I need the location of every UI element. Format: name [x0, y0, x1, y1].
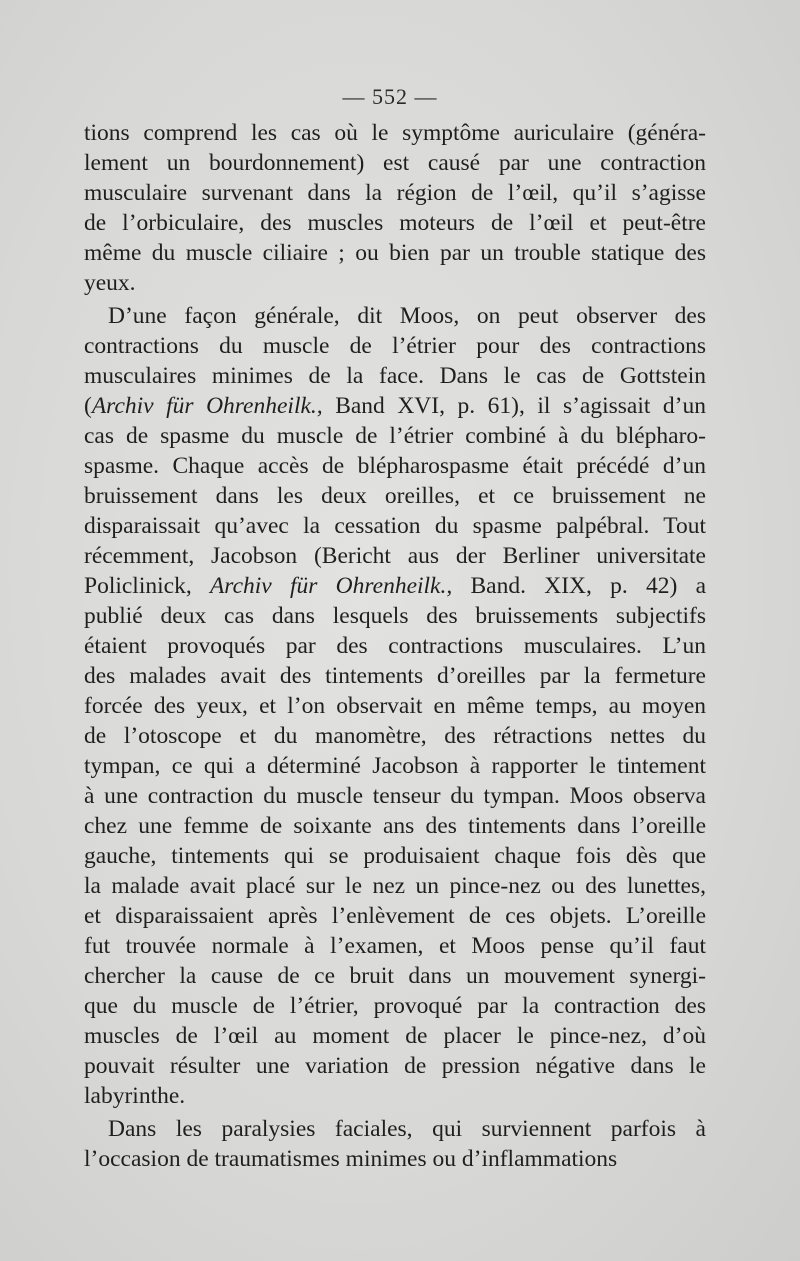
text-line: yeux. — [84, 270, 136, 296]
body-text — [84, 118, 706, 1174]
text-line: labyrinthe. — [84, 1083, 186, 1109]
text-line: D’une façon générale, dit Moos, on peut observer des — [108, 303, 706, 329]
text-segment: Policlinick, — [84, 573, 210, 599]
text-line: chercher la cause de ce bruit dans un mouvement synergi- — [84, 963, 706, 989]
text-line: contractions du muscle de l’étrier pour des contractions — [84, 333, 706, 359]
text-line: de l’otoscope et du manomètre, des rétractions nettes du — [84, 723, 706, 749]
text-line: tympan, ce qui a déterminé Jacobson à rapporter le tintement — [84, 753, 706, 779]
text-line: tions comprend les cas où le symptôme auriculaire (généra- — [84, 120, 706, 146]
text-segment: Band. XIX, p. 42) a — [452, 573, 706, 599]
text-line: muscles de l’œil au moment de placer le pince-nez, d’où — [84, 1023, 706, 1049]
text-line: publié deux cas dans lesquels des bruissements subjectifs — [84, 603, 706, 629]
text-line: même du muscle ciliaire ; ou bien par un trouble statique des — [84, 240, 706, 266]
text-line — [84, 571, 706, 601]
text-line: musculaire survenant dans la région de l’œil, qu’il s’agisse — [84, 180, 706, 206]
text-line: de l’orbiculaire, des muscles moteurs de l’œil et peut-être — [84, 210, 706, 236]
text-line: cas de spasme du muscle de l’étrier combiné à du blépharo- — [84, 423, 706, 449]
text-line: à une contraction du muscle tenseur du tympan. Moos observa — [84, 783, 706, 809]
text-line: des malades avait des tintements d’oreilles par la fermeture — [84, 663, 706, 689]
page-number: — 552 — — [342, 84, 438, 109]
text-line: forcée des yeux, et l’on observait en même temps, au moyen — [84, 693, 706, 719]
text-line: gauche, tintements qui se produisaient chaque fois dès que — [84, 843, 706, 869]
text-line: étaient provoqués par des contractions musculaires. L’un — [84, 633, 706, 659]
text-line: que du muscle de l’étrier, provoqué par la contraction des — [84, 993, 706, 1019]
text-line: et disparaissaient après l’enlèvement de ces objets. L’oreille — [84, 903, 706, 929]
text-line: Dans les paralysies faciales, qui surviennent parfois à — [108, 1116, 706, 1142]
text-line: fut trouvée normale à l’examen, et Moos pense qu’il faut — [84, 933, 706, 959]
text-line: chez une femme de soixante ans des tintements dans l’oreille — [84, 813, 706, 839]
text-line: bruissement dans les deux oreilles, et ce bruissement ne — [84, 483, 706, 509]
text-line: musculaires minimes de la face. Dans le cas de Gottstein — [84, 363, 706, 389]
text-line: pouvait résulter une variation de pression négative dans le — [84, 1053, 706, 1079]
text-line: disparaissait qu’avec la cessation du spasme palpébral. Tout — [84, 513, 706, 539]
text-line — [84, 391, 706, 421]
text-segment: ( — [84, 393, 92, 419]
text-segment: Band XVI, p. 61), il s’agissait d’un — [322, 393, 706, 419]
text-line: l’occasion de traumatismes minimes ou d’inflammations — [84, 1146, 618, 1172]
text-line: la malade avait placé sur le nez un pince-nez ou des lunettes, — [84, 873, 706, 899]
text-line: spasme. Chaque accès de blépharospasme était précédé d’un — [84, 453, 706, 479]
text-line: récemment, Jacobson (Bericht aus der Berliner universitate — [84, 543, 706, 569]
journal-title: Archiv für Ohrenheilk., — [91, 393, 323, 419]
journal-title: Archiv für Ohrenheilk., — [209, 573, 453, 599]
text-line: lement un bourdonnement) est causé par une contraction — [84, 150, 706, 176]
